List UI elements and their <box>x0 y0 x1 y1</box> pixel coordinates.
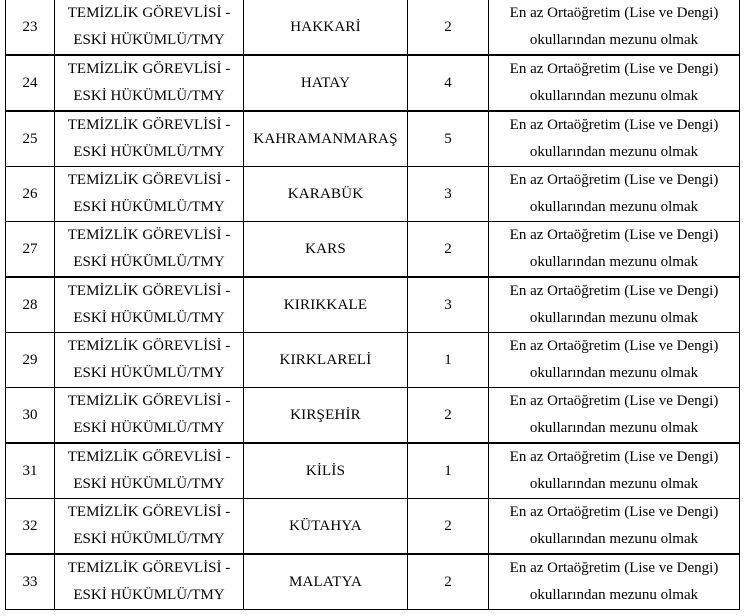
position-title <box>55 0 244 55</box>
table-row <box>6 55 740 111</box>
position-title-line-1: TEMİZLİK GÖREVLİSİ - <box>67 393 231 409</box>
table-row <box>6 333 740 388</box>
position-title <box>55 333 244 388</box>
requirement-line-2: okullarından mezunu olmak <box>529 587 699 603</box>
table-row <box>6 499 740 555</box>
position-title-line-1: TEMİZLİK GÖREVLİSİ - <box>67 5 231 21</box>
province-name: KAHRAMANMARAŞ <box>244 111 408 167</box>
position-title-line-1: TEMİZLİK GÖREVLİSİ - <box>67 560 231 576</box>
position-count: 1 <box>408 443 489 499</box>
row-number: 28 <box>6 277 55 333</box>
requirement-line-2: okullarından mezunu olmak <box>529 310 699 326</box>
position-title <box>55 111 244 167</box>
position-title-line-1: TEMİZLİK GÖREVLİSİ - <box>67 172 231 188</box>
row-number: 31 <box>6 443 55 499</box>
position-title <box>55 388 244 444</box>
position-title-line-2: ESKİ HÜKÜMLÜ/TMY <box>73 144 225 160</box>
requirement-line-2: okullarından mezunu olmak <box>529 88 699 104</box>
position-title-line-2: ESKİ HÜKÜMLÜ/TMY <box>73 587 225 603</box>
position-title <box>55 277 244 333</box>
row-number: 27 <box>6 222 55 278</box>
requirement-line-2: okullarından mezunu olmak <box>529 199 699 215</box>
position-title-line-1: TEMİZLİK GÖREVLİSİ - <box>67 449 231 465</box>
row-number: 24 <box>6 55 55 111</box>
requirement-line-2: okullarından mezunu olmak <box>529 254 699 270</box>
table-row <box>6 554 740 610</box>
requirement-line-2: okullarından mezunu olmak <box>529 420 699 436</box>
position-title-line-2: ESKİ HÜKÜMLÜ/TMY <box>73 365 225 381</box>
requirement-line-2: okullarından mezunu olmak <box>529 365 699 381</box>
province-name: HATAY <box>244 55 408 111</box>
table-row <box>6 222 740 278</box>
position-title-line-1: TEMİZLİK GÖREVLİSİ - <box>67 117 231 133</box>
requirement-line-1: En az Ortaöğretim (Lise ve Dengi) <box>509 117 719 133</box>
requirement-line-2: okullarından mezunu olmak <box>529 32 699 48</box>
position-title-line-1: TEMİZLİK GÖREVLİSİ - <box>67 504 231 520</box>
position-count: 3 <box>408 167 489 222</box>
education-requirement <box>489 111 740 167</box>
table-row <box>6 0 740 55</box>
position-count: 2 <box>408 388 489 444</box>
position-title <box>55 167 244 222</box>
position-title-line-2: ESKİ HÜKÜMLÜ/TMY <box>73 531 225 547</box>
table-row <box>6 388 740 444</box>
row-number: 29 <box>6 333 55 388</box>
position-title-line-1: TEMİZLİK GÖREVLİSİ - <box>67 227 231 243</box>
requirement-line-1: En az Ortaöğretim (Lise ve Dengi) <box>509 338 719 354</box>
education-requirement <box>489 388 740 444</box>
requirement-line-2: okullarından mezunu olmak <box>529 144 699 160</box>
requirement-line-1: En az Ortaöğretim (Lise ve Dengi) <box>509 283 719 299</box>
position-title <box>55 222 244 278</box>
table-row <box>6 277 740 333</box>
education-requirement <box>489 333 740 388</box>
table-row <box>6 111 740 167</box>
position-count: 2 <box>408 499 489 555</box>
position-title-line-2: ESKİ HÜKÜMLÜ/TMY <box>73 199 225 215</box>
province-name: KİLİS <box>244 443 408 499</box>
position-title-line-2: ESKİ HÜKÜMLÜ/TMY <box>73 420 225 436</box>
row-number: 30 <box>6 388 55 444</box>
province-name: MALATYA <box>244 554 408 610</box>
education-requirement <box>489 55 740 111</box>
requirement-line-1: En az Ortaöğretim (Lise ve Dengi) <box>509 393 719 409</box>
province-name: KIRIKKALE <box>244 277 408 333</box>
province-name: KIRŞEHİR <box>244 388 408 444</box>
table-row <box>6 167 740 222</box>
position-title-line-1: TEMİZLİK GÖREVLİSİ - <box>67 283 231 299</box>
education-requirement <box>489 0 740 55</box>
province-name: HAKKARİ <box>244 0 408 55</box>
row-number: 25 <box>6 111 55 167</box>
position-title-line-2: ESKİ HÜKÜMLÜ/TMY <box>73 476 225 492</box>
position-title-line-2: ESKİ HÜKÜMLÜ/TMY <box>73 32 225 48</box>
position-count: 1 <box>408 333 489 388</box>
requirement-line-1: En az Ortaöğretim (Lise ve Dengi) <box>509 560 719 576</box>
position-title <box>55 443 244 499</box>
province-name: KARABÜK <box>244 167 408 222</box>
province-name: KÜTAHYA <box>244 499 408 555</box>
position-title-line-2: ESKİ HÜKÜMLÜ/TMY <box>73 254 225 270</box>
requirement-line-1: En az Ortaöğretim (Lise ve Dengi) <box>509 61 719 77</box>
requirement-line-2: okullarından mezunu olmak <box>529 476 699 492</box>
row-number: 23 <box>6 0 55 55</box>
province-name: KIRKLARELİ <box>244 333 408 388</box>
staff-positions-table <box>5 0 740 610</box>
requirement-line-1: En az Ortaöğretim (Lise ve Dengi) <box>509 449 719 465</box>
requirement-line-1: En az Ortaöğretim (Lise ve Dengi) <box>509 504 719 520</box>
position-title-line-2: ESKİ HÜKÜMLÜ/TMY <box>73 88 225 104</box>
position-count: 2 <box>408 222 489 278</box>
requirement-line-1: En az Ortaöğretim (Lise ve Dengi) <box>509 172 719 188</box>
education-requirement <box>489 554 740 610</box>
education-requirement <box>489 167 740 222</box>
position-count: 2 <box>408 0 489 55</box>
position-count: 2 <box>408 554 489 610</box>
position-count: 5 <box>408 111 489 167</box>
position-title-line-1: TEMİZLİK GÖREVLİSİ - <box>67 338 231 354</box>
province-name: KARS <box>244 222 408 278</box>
position-title <box>55 499 244 555</box>
education-requirement <box>489 277 740 333</box>
position-title-line-2: ESKİ HÜKÜMLÜ/TMY <box>73 310 225 326</box>
row-number: 32 <box>6 499 55 555</box>
position-count: 3 <box>408 277 489 333</box>
table-row <box>6 443 740 499</box>
requirement-line-1: En az Ortaöğretim (Lise ve Dengi) <box>509 5 719 21</box>
requirement-line-2: okullarından mezunu olmak <box>529 531 699 547</box>
row-number: 33 <box>6 554 55 610</box>
education-requirement <box>489 443 740 499</box>
position-title <box>55 55 244 111</box>
education-requirement <box>489 499 740 555</box>
row-number: 26 <box>6 167 55 222</box>
position-count: 4 <box>408 55 489 111</box>
position-title-line-1: TEMİZLİK GÖREVLİSİ - <box>67 61 231 77</box>
requirement-line-1: En az Ortaöğretim (Lise ve Dengi) <box>509 227 719 243</box>
education-requirement <box>489 222 740 278</box>
position-title <box>55 554 244 610</box>
